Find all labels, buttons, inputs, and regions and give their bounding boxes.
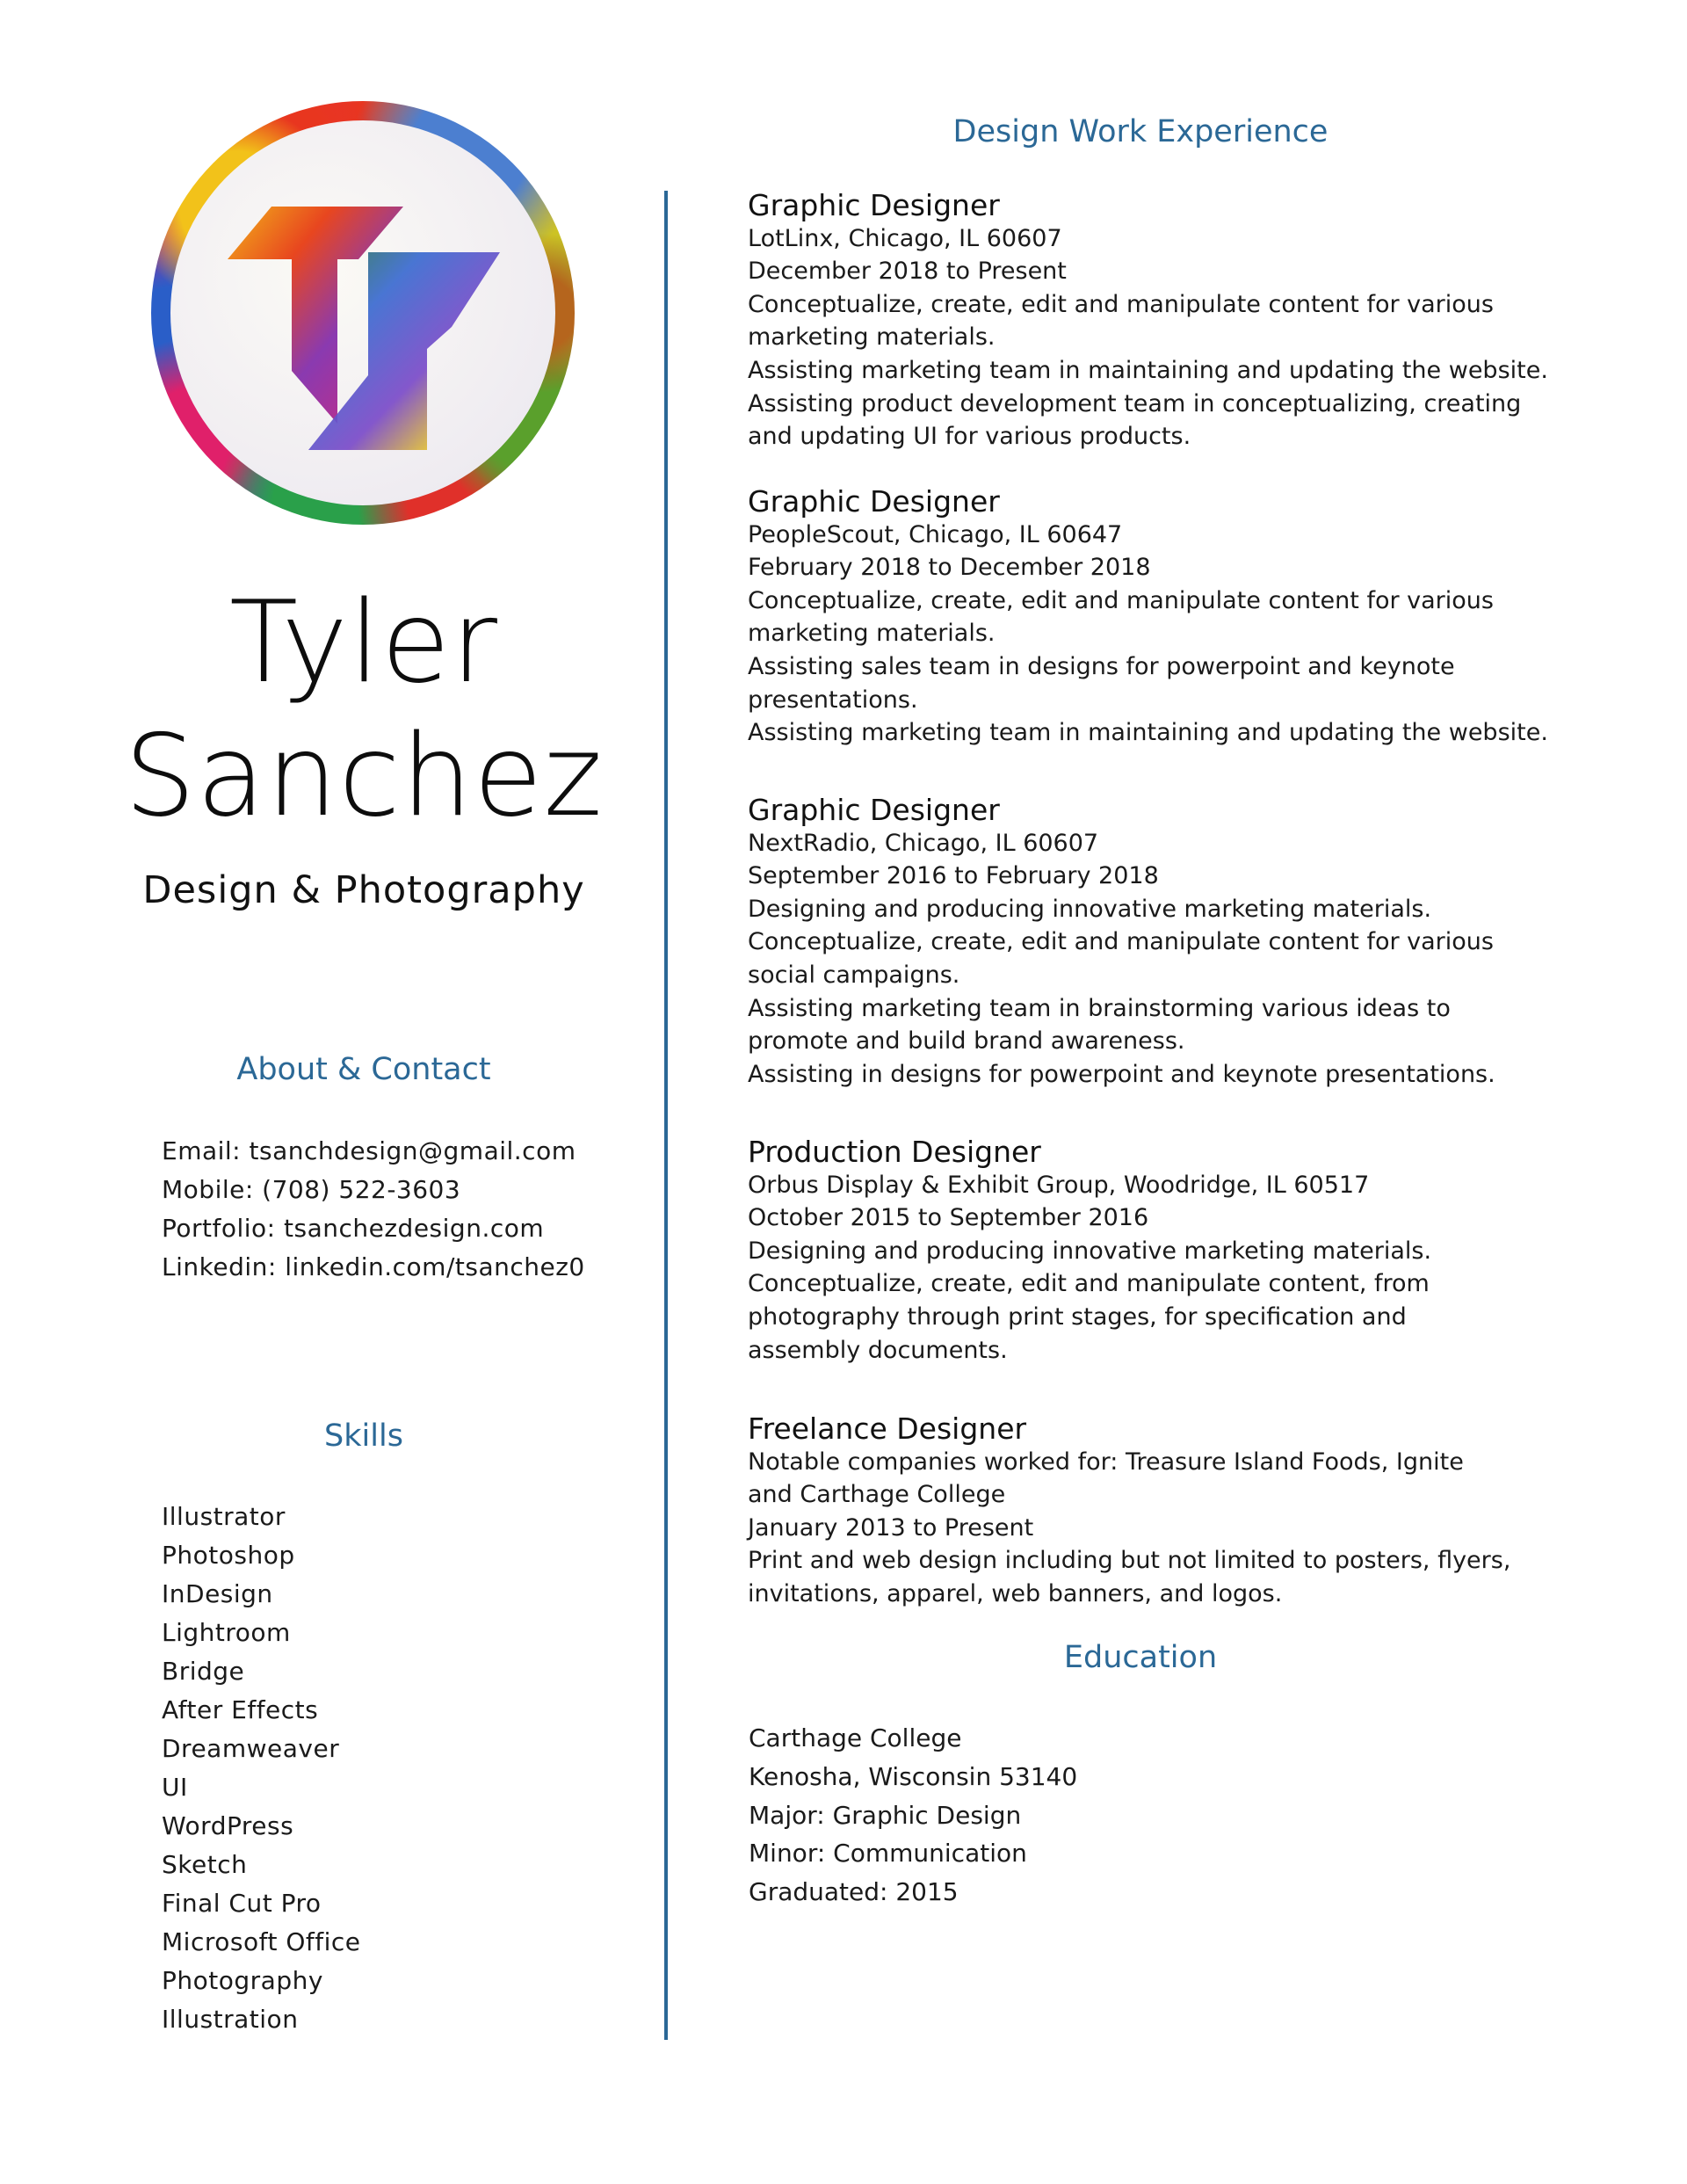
column-divider [664,191,668,2040]
job-company: Notable companies worked for: Treasure Island Foods, Ignite [748,1448,1464,1476]
job-line: Conceptualize, create, edit and manipulate content for various [748,290,1494,318]
job-line: invitations, apparel, web banners, and logos. [748,1579,1283,1607]
last-name: Sanchez [124,711,604,842]
edu-minor: Minor: Communication [749,1839,1027,1868]
job-line: Assisting in designs for powerpoint and keynote presentations. [748,1060,1495,1088]
edu-location: Kenosha, Wisconsin 53140 [749,1761,1078,1791]
job-line: and updating UI for various products. [748,423,1191,451]
logo-badge [151,101,575,525]
job-dates: December 2018 to Present [748,258,1067,286]
job-dates: October 2015 to September 2016 [748,1204,1149,1232]
job-title: Graphic Designer [748,793,1000,827]
tagline: Design & Photography [142,868,585,912]
skill-item: Photoshop [162,1541,295,1570]
edu-major: Major: Graphic Design [749,1800,1022,1830]
job-line: Conceptualize, create, edit and manipulate content for various [748,586,1494,614]
job-title: Graphic Designer [748,188,1000,222]
first-name: Tyler [229,577,498,708]
job-line: Designing and producing innovative marketing materials. [748,895,1432,923]
skill-item: After Effects [162,1695,319,1724]
job-line: photography through print stages, for specification and [748,1302,1407,1331]
job-entry [748,189,1591,453]
contact-list [162,1132,585,1287]
job-company: NextRadio, Chicago, IL 60607 [748,829,1099,857]
job-dates: September 2016 to February 2018 [748,862,1159,890]
job-company-cont: and Carthage College [748,1481,1006,1509]
job-dates: February 2018 to December 2018 [748,554,1151,582]
job-line: Conceptualize, create, edit and manipulate content for various [748,928,1494,956]
experience-heading: Design Work Experience [952,114,1329,149]
edu-school: Carthage College [749,1723,962,1752]
skill-item: InDesign [162,1579,273,1608]
skill-item: Sketch [162,1850,248,1879]
contact-portfolio[interactable]: Portfolio: tsanchezdesign.com [162,1214,545,1243]
skills-heading: Skills [324,1419,403,1454]
job-line: promote and build brand awareness. [748,1027,1185,1056]
skill-item: WordPress [162,1811,294,1840]
skill-item: Bridge [162,1657,245,1686]
job-line: Assisting marketing team in maintaining and updating the website. [748,356,1548,384]
job-line: Conceptualize, create, edit and manipulate content, from [748,1270,1430,1298]
contact-mobile[interactable]: Mobile: (708) 522-3603 [162,1175,461,1204]
job-title: Graphic Designer [748,484,1000,519]
job-line: presentations. [748,686,918,714]
about-contact-heading: About & Contact [236,1052,491,1087]
job-entry [748,1412,1591,1611]
ts-monogram-icon [170,120,555,505]
job-line: marketing materials. [748,620,996,648]
edu-graduated: Graduated: 2015 [749,1877,959,1907]
skill-item: Illustration [162,2005,299,2034]
job-title: Freelance Designer [748,1411,1027,1446]
skill-item: UI [162,1773,188,1802]
skill-item: Illustrator [162,1502,286,1531]
job-company: Orbus Display & Exhibit Group, Woodridge, IL 60517 [748,1171,1370,1199]
job-entry [748,1136,1591,1367]
skill-item: Microsoft Office [162,1927,361,1956]
skill-item: Dreamweaver [162,1734,340,1763]
job-line: Assisting sales team in designs for powerpoint and keynote [748,652,1455,680]
contact-email[interactable]: Email: tsanchdesign@gmail.com [162,1136,576,1165]
job-line: social campaigns. [748,961,960,989]
job-dates: January 2013 to Present [748,1513,1034,1542]
job-line: marketing materials. [748,323,996,352]
job-line: assembly documents. [748,1336,1008,1364]
job-line: Designing and producing innovative marketing materials. [748,1237,1432,1265]
job-line: Assisting marketing team in maintaining and updating the website. [748,719,1548,747]
job-line: Assisting product development team in conceptualizing, creating [748,389,1522,417]
education-list [749,1719,1077,1912]
education-heading: Education [1063,1640,1218,1675]
skill-item: Photography [162,1966,323,1995]
job-company: LotLinx, Chicago, IL 60607 [748,224,1062,252]
job-company: PeopleScout, Chicago, IL 60647 [748,520,1123,548]
job-entry [748,794,1591,1091]
job-entry [748,485,1591,750]
job-line: Print and web design including but not limited to posters, flyers, [748,1547,1511,1575]
job-title: Production Designer [748,1135,1041,1169]
skill-item: Lightroom [162,1618,291,1647]
job-line: Assisting marketing team in brainstorming various ideas to [748,994,1451,1022]
contact-linkedin[interactable]: Linkedin: linkedin.com/tsanchez0 [162,1252,585,1281]
skill-item: Final Cut Pro [162,1889,322,1918]
skills-list [162,1498,360,2039]
